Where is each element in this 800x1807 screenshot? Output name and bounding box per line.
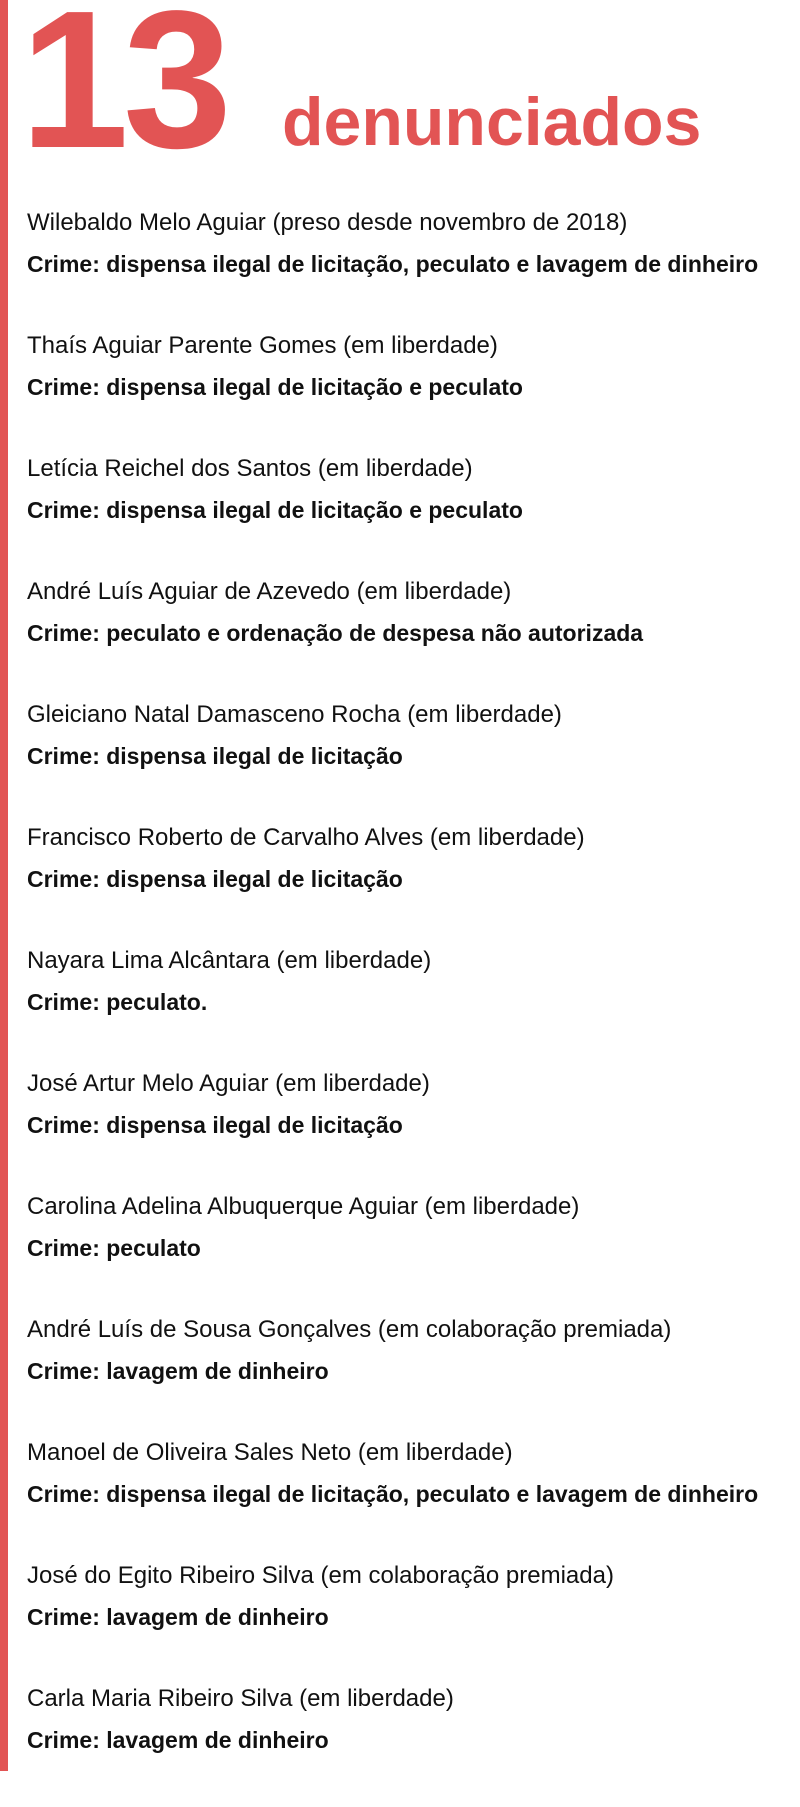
defendant-crime: Crime: lavagem de dinheiro (27, 1727, 329, 1753)
defendant-crime: Crime: peculato (27, 1235, 201, 1261)
defendant-count: 13 (20, 0, 227, 189)
accent-bar (0, 0, 8, 1771)
defendant-name: André Luís Aguiar de Azevedo (em liberdade) (27, 578, 512, 605)
defendant-name: Manoel de Oliveira Sales Neto (em liberdade) (27, 1439, 513, 1466)
defendant-name: Wilebaldo Melo Aguiar (preso desde novembro de 2018) (27, 209, 628, 236)
defendant-name: José Artur Melo Aguiar (em liberdade) (27, 1070, 430, 1097)
list-item (27, 454, 797, 577)
list-item (27, 577, 797, 700)
list-item (27, 208, 797, 331)
list-item (27, 1438, 797, 1561)
list-item (27, 1069, 797, 1192)
defendant-name: Carolina Adelina Albuquerque Aguiar (em liberdade) (27, 1193, 580, 1220)
defendant-crime: Crime: lavagem de dinheiro (27, 1604, 329, 1630)
defendant-crime: Crime: peculato e ordenação de despesa não autorizada (27, 620, 644, 646)
list-item (27, 823, 797, 946)
defendant-name: Thaís Aguiar Parente Gomes (em liberdade) (27, 332, 498, 359)
defendant-crime: Crime: dispensa ilegal de licitação e peculato (27, 374, 523, 400)
defendant-name: Gleiciano Natal Damasceno Rocha (em liberdade) (27, 701, 562, 728)
defendant-name: Carla Maria Ribeiro Silva (em liberdade) (27, 1685, 454, 1712)
defendant-name: Nayara Lima Alcântara (em liberdade) (27, 947, 432, 974)
defendant-name: André Luís de Sousa Gonçalves (em colaboração premiada) (27, 1316, 672, 1343)
defendant-name: Francisco Roberto de Carvalho Alves (em liberdade) (27, 824, 585, 851)
defendant-name: José do Egito Ribeiro Silva (em colaboração premiada) (27, 1562, 614, 1589)
list-item (27, 700, 797, 823)
defendant-crime: Crime: dispensa ilegal de licitação (27, 743, 403, 769)
list-item (27, 331, 797, 454)
defendant-crime: Crime: lavagem de dinheiro (27, 1358, 329, 1384)
list-item (27, 1684, 797, 1807)
defendant-list (27, 208, 797, 1807)
header-label: denunciados (282, 84, 702, 160)
list-item (27, 1561, 797, 1684)
defendant-crime: Crime: dispensa ilegal de licitação (27, 866, 403, 892)
defendant-crime: Crime: dispensa ilegal de licitação, peculato e lavagem de dinheiro (27, 1481, 759, 1507)
defendant-crime: Crime: dispensa ilegal de licitação (27, 1112, 403, 1138)
list-item (27, 946, 797, 1069)
defendant-crime: Crime: dispensa ilegal de licitação, peculato e lavagem de dinheiro (27, 251, 759, 277)
list-item (27, 1192, 797, 1315)
list-item (27, 1315, 797, 1438)
defendant-crime: Crime: peculato. (27, 989, 208, 1015)
defendant-name: Letícia Reichel dos Santos (em liberdade) (27, 455, 473, 482)
defendant-crime: Crime: dispensa ilegal de licitação e peculato (27, 497, 523, 523)
